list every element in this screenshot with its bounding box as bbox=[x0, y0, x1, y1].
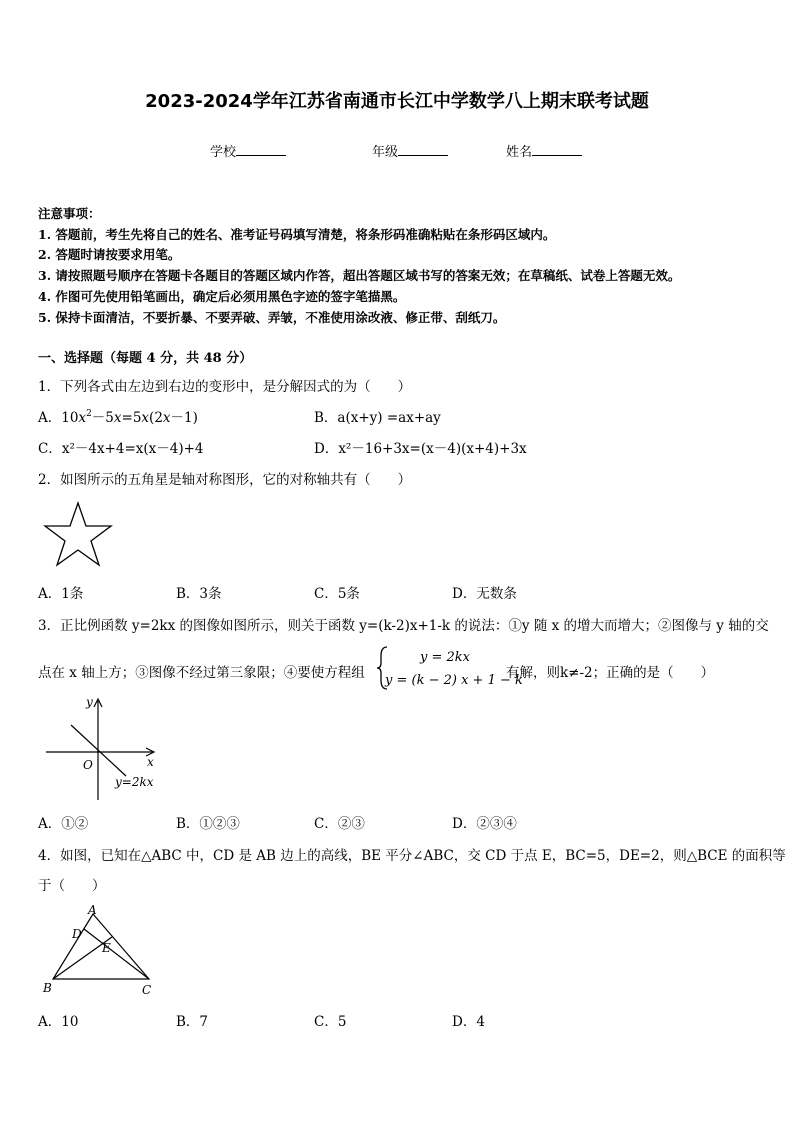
q3-option-c: C．②③ bbox=[314, 816, 365, 832]
q4-stem-line2: 于（ ） bbox=[38, 878, 106, 894]
q3-stem-line2-pre: 点在 x 轴上方；③图像不经过第三象限；④要使方程组 bbox=[38, 665, 365, 681]
q4-stem-line1: 4．如图，已知在△ABC 中，CD 是 AB 边上的高线，BE 平分∠ABC，交 CD 于点 E，BC=5，DE=2，则△BCE 的面积等 bbox=[38, 848, 786, 864]
q3-option-a: A．①② bbox=[38, 816, 89, 832]
equation-2: y = (k − 2) x + 1 − k bbox=[385, 673, 523, 688]
school-field bbox=[210, 141, 286, 160]
label-e: E bbox=[102, 941, 111, 955]
q3-stem-line2-post: 有解，则k≠-2；正确的是（ ） bbox=[506, 665, 715, 681]
q3-option-d: D．②③④ bbox=[452, 816, 517, 832]
star-shape bbox=[45, 503, 111, 565]
q1-option-a: A．$10x^2-5x=5x(2x-1)$ bbox=[38, 409, 198, 426]
q4-option-a: A．10 bbox=[38, 1014, 79, 1030]
q2-option-c: C．5条 bbox=[314, 586, 360, 602]
name-field bbox=[506, 141, 582, 160]
q3-stem-line1: 3．正比例函数 y=2kx 的图像如图所示，则关于函数 y=(k-2)x+1-k 的说法：①y 随 x 的增大而增大；②图像与 y 轴的交 bbox=[38, 618, 769, 634]
notes-title: 注意事项： bbox=[38, 206, 101, 221]
x-axis-label: x bbox=[147, 755, 154, 769]
line-label: y=2kx bbox=[115, 775, 154, 789]
star-figure bbox=[42, 500, 114, 568]
label-b: B bbox=[43, 981, 52, 995]
school-label: 学校 bbox=[210, 145, 237, 160]
q4-option-d: D．4 bbox=[452, 1014, 485, 1030]
grade-field bbox=[372, 141, 448, 160]
equation-system bbox=[375, 644, 523, 692]
q1-option-c: C．x²－4x+4=x(x－4)+4 bbox=[38, 441, 204, 457]
q1-option-b: B．a(x+y) =ax+ay bbox=[314, 410, 441, 426]
page-title: 2023-2024学年江苏省南通市长江中学数学八上期末联考试题 bbox=[145, 91, 649, 112]
q2-option-d: D．无数条 bbox=[452, 586, 517, 602]
q2-stem: 2．如图所示的五角星是轴对称图形，它的对称轴共有（ ） bbox=[38, 472, 412, 488]
equation-1: y = 2kx bbox=[420, 650, 470, 665]
q1-option-d: D．x²－16+3x=(x－4)(x+4)+3x bbox=[314, 441, 527, 457]
note-item: 1. 答题前，考生先将自己的姓名、准考证号码填写清楚，将条形码准确粘贴在条形码区域内。 bbox=[38, 227, 556, 242]
altitude-cd bbox=[84, 929, 149, 979]
origin-label: O bbox=[83, 758, 93, 772]
name-blank bbox=[532, 143, 582, 156]
q4-option-c: C．5 bbox=[314, 1014, 347, 1030]
name-label: 姓名 bbox=[506, 145, 533, 160]
note-item: 5. 保持卡面清洁，不要折暴、不要弄破、弄皱，不准使用涂改液、修正带、刮纸刀。 bbox=[38, 310, 506, 325]
section-title: 一、选择题（每题 4 分，共 48 分） bbox=[38, 351, 253, 366]
triangle-figure bbox=[38, 902, 163, 997]
q2-option-b: B．3条 bbox=[176, 586, 222, 602]
label-c: C bbox=[142, 983, 152, 997]
label-a: A bbox=[88, 903, 97, 917]
grade-label: 年级 bbox=[372, 145, 399, 160]
grade-blank bbox=[398, 143, 448, 156]
q3-graph bbox=[40, 693, 170, 805]
q4-option-b: B．7 bbox=[176, 1014, 209, 1030]
note-item: 4. 作图可先使用铅笔画出，确定后必须用黑色字迹的签字笔描黑。 bbox=[38, 289, 406, 304]
note-item: 3. 请按照题号顺序在答题卡各题目的答题区域内作答，超出答题区域书写的答案无效；在草稿纸、试卷上答题无效。 bbox=[38, 268, 681, 283]
q2-option-a: A．1条 bbox=[38, 586, 84, 602]
y-axis-label: y bbox=[86, 695, 93, 709]
q3-option-b: B．①②③ bbox=[176, 816, 240, 832]
q1-stem: 1．下列各式由左边到右边的变形中，是分解因式的为（ ） bbox=[38, 379, 412, 395]
label-d: D bbox=[72, 927, 82, 941]
note-item: 2. 答题时请按要求用笔。 bbox=[38, 247, 181, 262]
school-blank bbox=[236, 143, 286, 156]
